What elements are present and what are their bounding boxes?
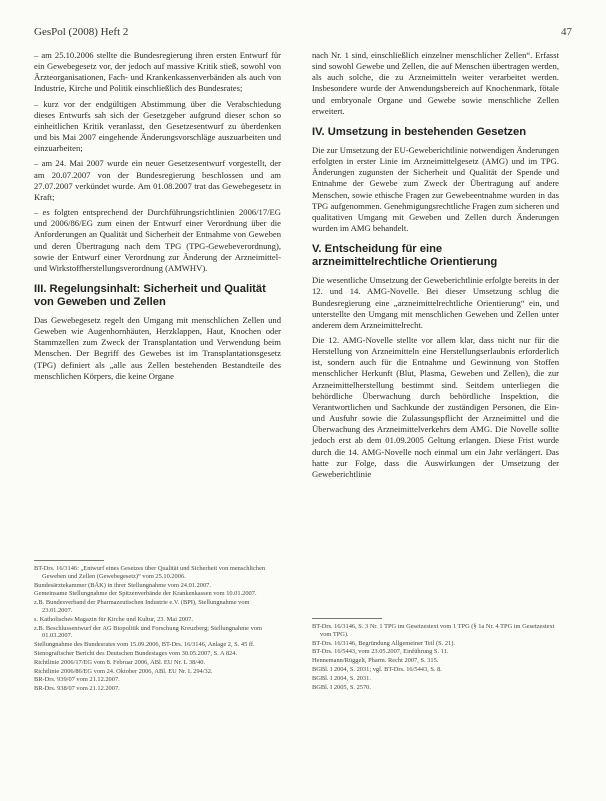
section-heading-4: IV. Umsetzung in bestehenden Gesetzen [312,125,527,138]
journal-running-title: GesPol (2008) Heft 2 [34,26,129,38]
section-4-paragraph: Die zur Umsetzung der EU-Geweberichtlinie notwendigen Änderungen erfolgten in erster Linie im Arzneimittelgesetz (AMG) und im TPG. Änderungen zugunsten der Sicherheit und Qualität der Spende und Entnahme der Gewebe zum Zweck der Übertragung auf andere Menschen, sowie ethische Fragen zur Gewebeentnahme wurden in das TPG aufgenommen. Genehmigungsrechtliche Fragen zum sicheren und qualitativen Umgang mit Geweben und Zellen durch Änderungen wurden im AMG behandelt. [312,144,559,234]
footnotes-right [312,618,559,692]
footnote: z.B. Bundesverband der Pharmazeutischen Industrie e.V. (BPI), Stellungnahme vom 23.01.2007. [34,599,250,614]
timeline-item: – es folgten entsprechend der Durchführungsrichtlinien 2006/17/EG und 2006/86/EG zum einen der Entwurf einer Verordnung über die Anforderungen an Qualität und Sicherheit der Entnahme von Geweben und deren Übertragung nach dem TPG (TPG-Gewebeverordnung), sowie der Entwurf einer Verordnung zur Änderung der Arzneimittel- und Wirkstoffherstellungsverordnung (AMWHV). [34,207,281,273]
section-5-paragraph-2: Die 12. AMG-Novelle stellte vor allem klar, dass nicht nur für die Herstellung von Arzneimitteln eine Herstellungserlaubnis erforderlich ist, sondern auch für die Entnahme und Gewinnung von Stoffen menschlicher Herkunft (Blut, Plasma, Geweben und Zellen), die zur Arzneimittelherstellung bestimmt sind. Seitdem unterliegen die behördliche Überwachung durch behördliche Inspektion, die Verantwortlichen und Sachkunde der zuständigen Personen, die Ein- und Ausfuhr sowie die Zulassungspflicht der Arzneimittel und die Überwachung des Arzneimittelverkehrs dem AMG. Die Novelle sollte jedoch erst ab dem 01.09.2005 Geltung erlangen. Diese Frist wurde durch die 14. AMG-Novelle noch einmal um ein Jahr verlängert. Das hatte zur Folge, dass die Auswirkungen der Umsetzung der Geweberichtlinie [312,334,559,479]
left-column [34,50,281,386]
footnote: Richtlinie 2006/17/EG vom 8. Februar 2006, ABl. EU Nr. L 38/40. [34,658,206,666]
footnote: z.B. Beschlussentwurf der AG Biopolitik und Forschung Kreuzberg; Stellungnahme vom 01.03.2007. [34,624,262,640]
footnote: BT-Drs. 16/3146: „Entwurf eines Gesetzes über Qualität und Sicherheit von menschlichen Geweben und Zellen (Gewebegesetz)“ vom 25.10.2006. [34,565,266,580]
footnote: BT-Drs. 16/3146, Begründung Allgemeiner Teil (S. 21). [312,639,455,647]
timeline-item: – kurz vor der endgültigen Abstimmung über die Verabschiedung dieses Entwurfs sah sich der Gesetzgeber aufgrund dieser schon so einheitlichen Kritik veranlasst, den Gesetzesentwurf zu überdenken und bis Mai 2007 eingehende Änderungsvorschläge auszuarbeiten und einzuarbeiten; [34,98,281,154]
footnote: Stenografischer Bericht des Deutschen Bundestages vom 30.05.2007, S. A 824. [34,649,238,657]
footnote: BR-Drs. 939/07 vom 21.12.2007. [34,676,120,684]
footnote: Bundesärztekammer (BÄK) in ihrer Stellungnahme vom 24.01.2007. [34,581,211,589]
timeline-item: – am 25.10.2006 stellte die Bundesregierung ihren ersten Entwurf für ein Gewebegesetz vor, der jedoch auf massive Kritik stieß, sowohl von Ärzteorganisationen, Fach- und Krankenkassenverbänden als auch von Industrie, Kirche und Politik einschließlich des Bundesrates; [34,50,281,94]
footnote: BT-Drs. 16/3146, S. 3 Nr. 1 TPG im Gesetzestext vom 1 TPG (§ 1a Nr. 4 TPG im Gesetzestext vom TPG). [312,623,555,638]
footnote-divider [34,560,104,561]
section-5-paragraph-1: Die wesentliche Umsetzung der Geweberichtlinie erfolgte bereits in der 12. und 14. AMG-Novelle. Bei dieser Umsetzung schlug die Bundesregierung eine „arzneimittelrechtliche Orientierung“ ein, und unterstellte den Umgang mit menschlichen Geweben und Zellen unter anderem dem Arzneimittelrecht. [312,275,559,330]
timeline-item: – am 24. Mai 2007 wurde ein neuer Gesetzesentwurf vorgestellt, der am 20.07.2007 von der Bundesregierung beschlossen und am 27.07.2007 verkündet wurde. Am 01.08.2007 trat das Gewebegesetz in Kraft; [34,158,281,202]
right-column [312,50,559,484]
footnotes-left [34,560,281,694]
section-3-paragraph: Das Gewebegesetz regelt den Umgang mit menschlichen Zellen und Geweben wie Augenhornhäuten, Herzklappen, Haut, Knochen oder Stammzellen zum Zweck der Transplantation und Verwendung beim Menschen. Der Begriff des Gewebes ist im Transplantationsgesetz (TPG) definiert als „alle aus Zellen bestehenden Bestandteile des menschlichen Körpers, die keine Organe [34,314,281,381]
footnote: Hennemann/Rüggelt, Pharm. Recht 2007, S. 315. [312,657,439,665]
footnote: BGBl. I 2004, S. 2031; vgl. BT-Drs. 16/5443, S. 8. [312,665,442,673]
footnote: Stellungnahme des Bundesrates vom 15.09.2006, BT-Drs. 16/3146, Anlage 2, S. 45 ff. [34,641,255,649]
footnote: BGBl. I 2004, S. 2031. [312,674,371,682]
footnote: s. Katholisches Magazin für Kirche und Kultur, 23. Mai 2007. [34,615,193,623]
footnote: Gemeinsame Stellungnahme der Spitzenverbände der Krankenkassen vom 10.01.2007. [34,590,257,598]
footnote-divider [312,618,382,619]
footnote: BR-Drs. 938/07 vom 21.12.2007. [34,685,120,693]
section-heading-3: III. Regelungsinhalt: Sicherheit und Qualität von Geweben und Zellen [34,282,266,308]
footnote: BT-Drs. 16/5443, vom 23.05.2007, Einführung S. 11. [312,648,449,656]
footnote: Richtlinie 2006/86/EG vom 24. Oktober 2006, ABl. EU Nr. L 294/32. [34,667,213,675]
continued-paragraph: nach Nr. 1 sind, einschließlich einzelner menschlicher Zellen“. Erfasst sind sowohl Gewebe und Zellen, die auf Menschen übertragen werden, als auch solche, die zu Arzneimitteln weiter verarbeitet werden. Insbesondere wurde der Anwendungsbereich auf Knochenmark, fötale und embryonale Organe und Gewebe sowie menschliche Zellen erweitert. [312,50,559,116]
section-heading-5: V. Entscheidung für eine arzneimittelrechtliche Orientierung [312,243,498,269]
page-header [34,26,572,38]
page-number: 47 [561,26,572,38]
footnote: BGBl. I 2005, S. 2570. [312,683,371,691]
